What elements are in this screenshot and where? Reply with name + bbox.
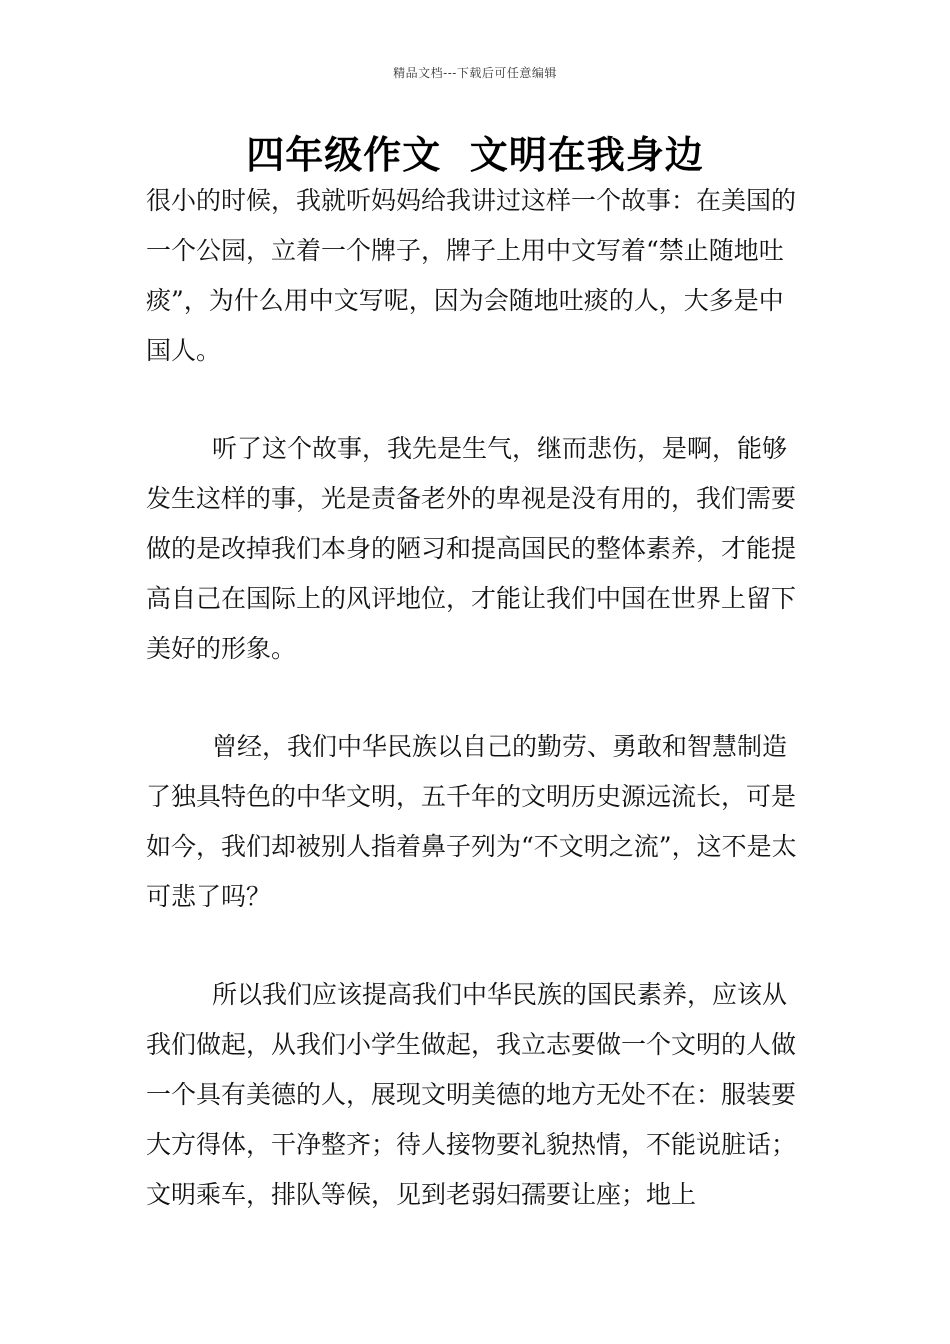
paragraph-1-block (146, 176, 806, 376)
header-note: 精品文档---下载后可任意编辑 (393, 66, 557, 80)
page-title: 四年级作文 文明在我身边 (246, 133, 704, 177)
paragraph: 很小的时候，我就听妈妈给我讲过这样一个故事：在美国的一个公园，立着一个牌子，牌子上用中文写着“禁止随地吐痰”，为什么用中文写呢，因为会随地吐痰的人，大多是中国人。 (146, 186, 797, 365)
paragraph: 听了这个故事，我先是生气，继而悲伤，是啊，能够发生这样的事，光是责备老外的卑视是没有用的，我们需要做的是改掉我们本身的陋习和提高国民的整体素养，才能提高自己在国际上的风评地位，才能让我们中国在世界上留下美好的形象。 (146, 434, 797, 663)
paragraph-2-block (146, 424, 806, 674)
paragraph-4-block (146, 970, 806, 1220)
paragraph: 曾经，我们中华民族以自己的勤劳、勇敢和智慧制造了独具特色的中华文明，五千年的文明历史源远流长，可是如今，我们却被别人指着鼻子列为“不文明之流”，这不是太可悲了吗？ (146, 732, 797, 911)
paragraph: 所以我们应该提高我们中华民族的国民素养，应该从我们做起，从我们小学生做起，我立志要做一个文明的人做一个具有美德的人，展现文明美德的地方无处不在：服装要大方得体，干净整齐；待人接物要礼貌热情，不能说脏话；文明乘车，排队等候，见到老弱妇孺要让座；地上 (146, 980, 797, 1209)
paragraph-3-block (146, 722, 806, 922)
